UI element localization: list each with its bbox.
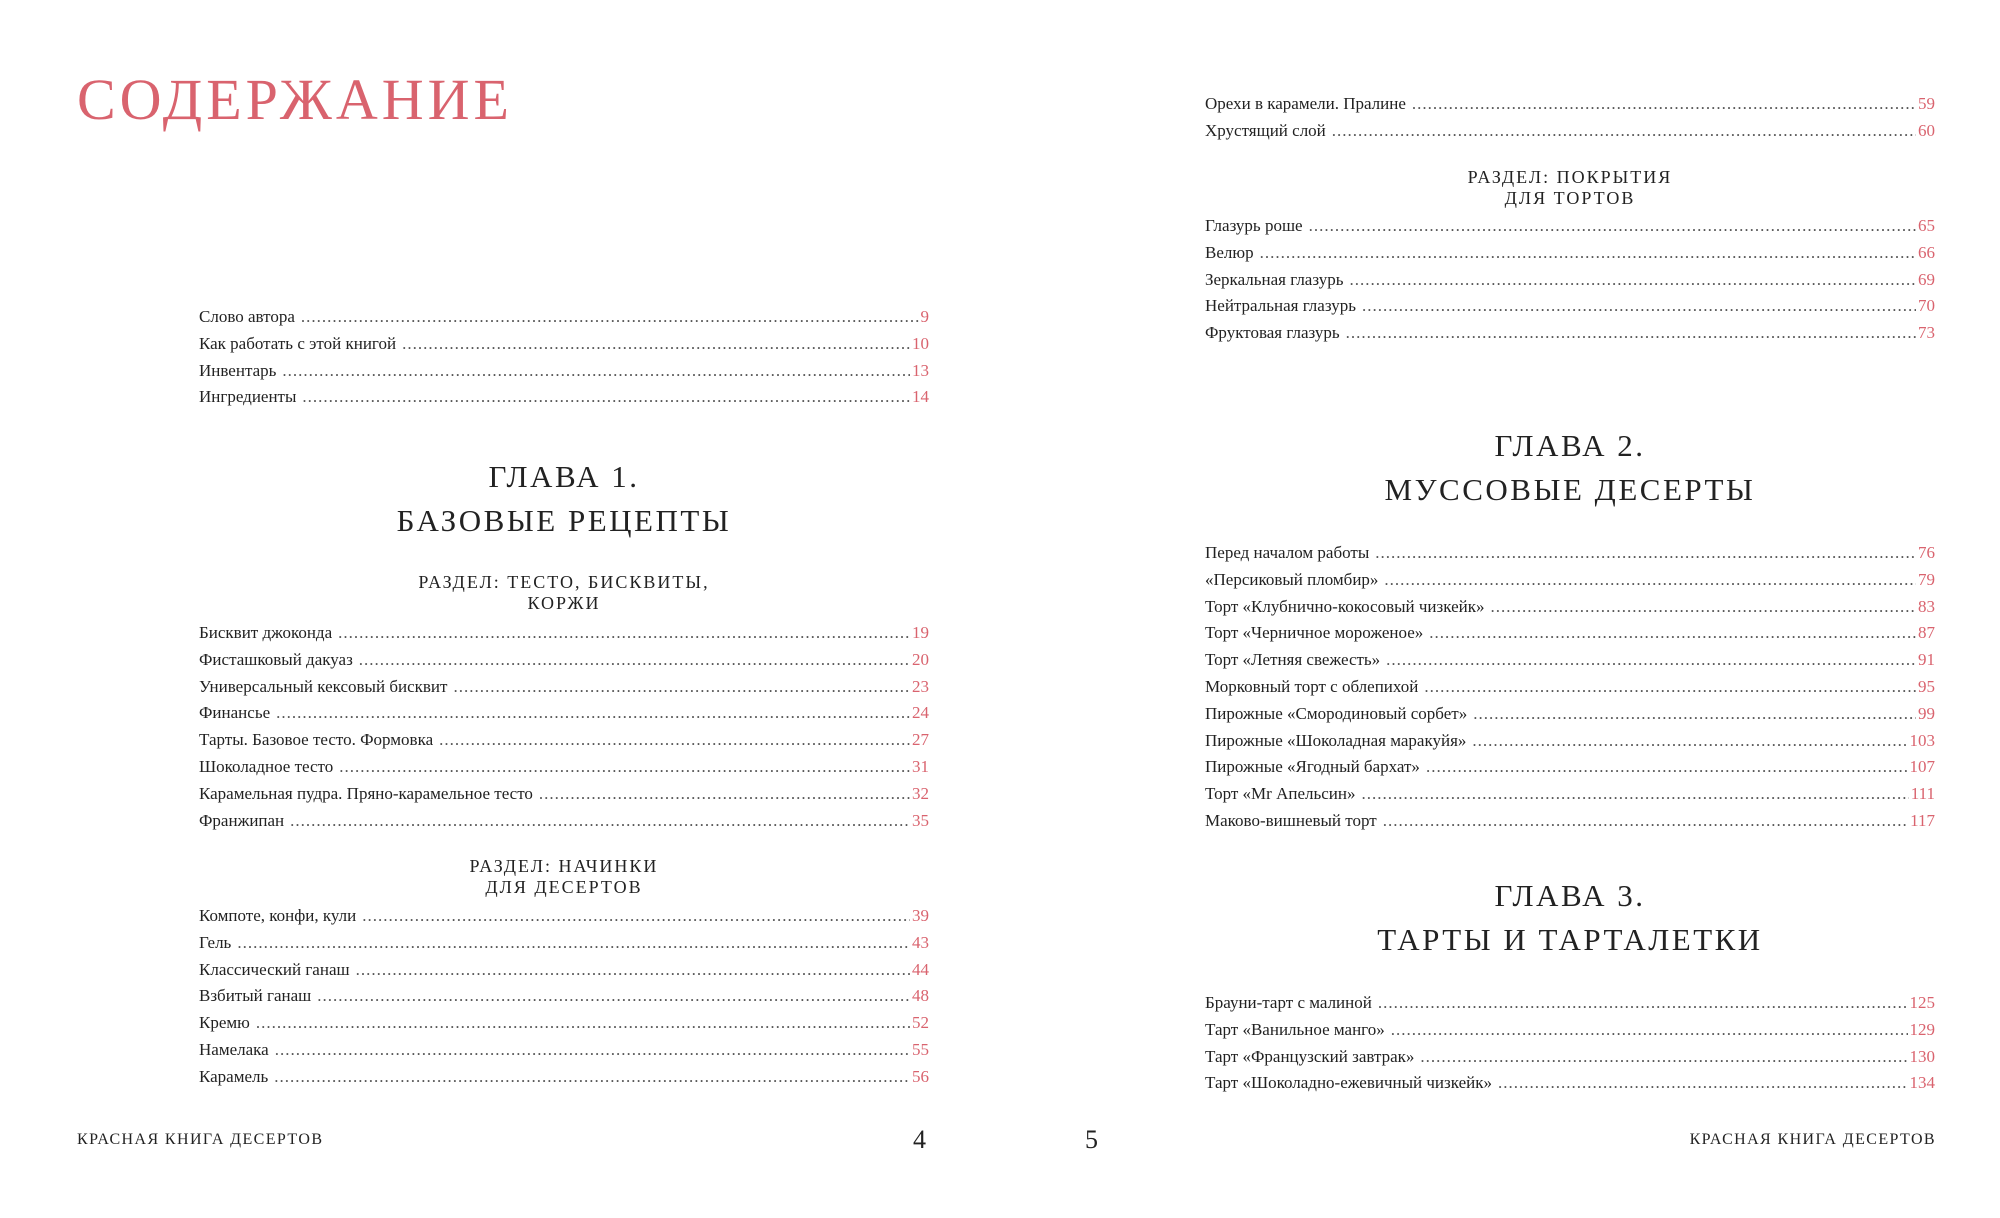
section-fillings-line1: РАЗДЕЛ: НАЧИНКИ xyxy=(469,856,659,876)
toc-page-number: 35 xyxy=(912,810,929,830)
toc-page-number: 103 xyxy=(1909,730,1935,750)
toc-page-number: 134 xyxy=(1909,1073,1935,1093)
toc-leader-dots xyxy=(356,957,910,984)
toc-entry[interactable] xyxy=(199,983,929,1010)
toc-page-number: 31 xyxy=(912,756,929,776)
toc-leader-dots xyxy=(339,754,910,781)
toc-entry-label: Тарт «Французский завтрак» xyxy=(1205,1046,1415,1066)
toc-leader-dots xyxy=(282,358,910,385)
toc-entry-label: Перед началом работы xyxy=(1205,543,1370,562)
toc-leader-dots xyxy=(237,930,910,957)
toc-entry-label: Маково-вишневый торт xyxy=(1205,810,1377,830)
section-dough-line1: РАЗДЕЛ: ТЕСТО, БИСКВИТЫ, xyxy=(418,572,710,592)
toc-entry[interactable] xyxy=(1205,1017,1935,1044)
toc-entry[interactable] xyxy=(1205,267,1935,294)
toc-page-number: 59 xyxy=(1918,94,1935,113)
toc-leader-dots xyxy=(362,903,910,930)
section-dough-heading xyxy=(199,572,929,614)
page-number-left: 4 xyxy=(913,1125,926,1154)
toc-entry-label: Фисташковый дакуаз xyxy=(199,649,353,669)
toc-entry-label: Брауни-тарт с малиной xyxy=(1205,993,1372,1012)
toc-entry[interactable] xyxy=(1205,990,1935,1017)
toc-leader-dots xyxy=(1490,594,1916,621)
toc-leader-dots xyxy=(1420,1044,1907,1071)
chapter-3-heading xyxy=(1205,874,1935,962)
toc-leader-dots xyxy=(317,983,910,1010)
toc-entry[interactable] xyxy=(1205,213,1935,240)
toc-page-number: 48 xyxy=(912,986,929,1006)
toc-leader-dots xyxy=(1412,91,1916,118)
toc-chapter-3-list xyxy=(1205,990,1935,1097)
toc-page-number: 76 xyxy=(1918,543,1935,562)
toc-leader-dots xyxy=(1424,674,1916,701)
toc-top-list xyxy=(1205,91,1935,145)
toc-leader-dots xyxy=(1384,567,1916,594)
toc-entry-label: Пирожные «Ягодный бархат» xyxy=(1205,757,1420,777)
toc-entry[interactable] xyxy=(1205,781,1935,808)
toc-entry-label: Универсальный кексовый бисквит xyxy=(199,676,448,696)
toc-entry[interactable] xyxy=(1205,728,1935,755)
contents-title: СОДЕРЖАНИЕ xyxy=(77,67,513,132)
toc-entry[interactable] xyxy=(199,727,929,754)
toc-leader-dots xyxy=(274,1064,910,1091)
toc-page-number: 99 xyxy=(1918,703,1935,723)
toc-coatings-list xyxy=(1205,213,1935,347)
toc-entry-label: Ингредиенты xyxy=(199,387,297,407)
toc-entry[interactable] xyxy=(1205,240,1935,267)
toc-entry[interactable] xyxy=(199,700,929,727)
toc-page-number: 130 xyxy=(1909,1046,1935,1066)
toc-entry[interactable] xyxy=(199,1064,929,1091)
toc-entry-label: «Персиковый пломбир» xyxy=(1205,569,1379,589)
toc-entry[interactable] xyxy=(1205,1070,1935,1097)
toc-entry[interactable] xyxy=(199,304,929,331)
chapter-2-title: МУССОВЫЕ ДЕСЕРТЫ xyxy=(1384,472,1756,507)
toc-page-number: 39 xyxy=(912,906,929,925)
toc-entry-label: Карамельная пудра. Пряно-карамельное тесто xyxy=(199,783,533,803)
toc-entry[interactable] xyxy=(1205,647,1935,674)
toc-entry[interactable] xyxy=(1205,567,1935,594)
toc-leader-dots xyxy=(1362,293,1916,320)
toc-leader-dots xyxy=(1498,1070,1908,1097)
toc-leader-dots xyxy=(359,647,910,674)
toc-entry-label: Шоколадное тесто xyxy=(199,756,334,776)
toc-entry-label: Морковный торт с облепихой xyxy=(1205,676,1419,696)
toc-entry-label: Тарты. Базовое тесто. Формовка xyxy=(199,730,434,750)
toc-entry-label: Тарт «Ванильное манго» xyxy=(1205,1019,1385,1039)
section-coatings-line1: РАЗДЕЛ: ПОКРЫТИЯ xyxy=(1467,167,1673,187)
toc-page-number: 23 xyxy=(912,676,929,696)
section-coatings-heading xyxy=(1205,167,1935,209)
toc-dough-list xyxy=(199,620,929,834)
toc-entry-label: Торт «Mr Апельсин» xyxy=(1205,784,1356,804)
toc-leader-dots xyxy=(1429,620,1916,647)
toc-chapter-2-list xyxy=(1205,540,1935,835)
toc-intro-list xyxy=(199,304,929,411)
toc-page-number: 95 xyxy=(1918,676,1935,696)
toc-entry[interactable] xyxy=(1205,701,1935,728)
toc-entry[interactable] xyxy=(199,331,929,358)
toc-entry-label: Фруктовая глазурь xyxy=(1205,323,1340,343)
toc-entry-label: Торт «Клубнично-кокосовый чизкейк» xyxy=(1205,596,1485,616)
toc-entry-label: Слово автора xyxy=(199,307,295,326)
toc-page-number: 56 xyxy=(912,1066,929,1086)
toc-entry[interactable] xyxy=(1205,540,1935,567)
toc-entry-label: Бисквит джоконда xyxy=(199,623,333,642)
toc-page-number: 32 xyxy=(912,783,929,803)
toc-entry[interactable] xyxy=(199,808,929,835)
toc-entry-label: Компоте, конфи, кули xyxy=(199,906,357,925)
toc-page-number: 83 xyxy=(1918,596,1935,616)
toc-leader-dots xyxy=(1386,647,1916,674)
toc-entry[interactable] xyxy=(199,674,929,701)
toc-leader-dots xyxy=(439,727,910,754)
chapter-1-number: ГЛАВА 1. xyxy=(488,459,640,494)
chapter-3-number: ГЛАВА 3. xyxy=(1494,878,1646,913)
toc-leader-dots xyxy=(290,808,910,835)
toc-page-number: 65 xyxy=(1918,216,1935,235)
toc-entry-label: Нейтральная глазурь xyxy=(1205,296,1356,316)
toc-entry-label: Финансье xyxy=(199,703,271,723)
toc-entry[interactable] xyxy=(199,647,929,674)
toc-entry[interactable] xyxy=(1205,594,1935,621)
toc-leader-dots xyxy=(1260,240,1916,267)
toc-page-number: 69 xyxy=(1918,269,1935,289)
section-fillings-line2: ДЛЯ ДЕСЕРТОВ xyxy=(485,877,643,897)
section-coatings-line2: ДЛЯ ТОРТОВ xyxy=(1504,188,1636,208)
toc-entry[interactable] xyxy=(199,384,929,411)
section-fillings-heading xyxy=(199,856,929,898)
toc-entry[interactable] xyxy=(199,930,929,957)
toc-entry-label: Велюр xyxy=(1205,242,1254,262)
toc-entry[interactable] xyxy=(1205,620,1935,647)
toc-entry[interactable] xyxy=(1205,674,1935,701)
toc-entry-label: Кремю xyxy=(199,1013,250,1033)
toc-page-number: 9 xyxy=(920,307,929,326)
toc-leader-dots xyxy=(256,1010,910,1037)
toc-entry[interactable] xyxy=(199,957,929,984)
toc-page-number: 91 xyxy=(1918,650,1935,670)
toc-entry-label: Хрустящий слой xyxy=(1205,120,1326,140)
toc-leader-dots xyxy=(539,781,910,808)
toc-leader-dots xyxy=(1375,540,1916,567)
toc-leader-dots xyxy=(402,331,910,358)
toc-entry[interactable] xyxy=(199,781,929,808)
toc-entry-label: Пирожные «Шоколадная маракуйя» xyxy=(1205,730,1467,750)
toc-entry[interactable] xyxy=(1205,293,1935,320)
toc-leader-dots xyxy=(338,620,910,647)
toc-entry[interactable] xyxy=(1205,91,1935,118)
toc-entry[interactable] xyxy=(199,1037,929,1064)
toc-page-number: 111 xyxy=(1910,784,1935,804)
toc-leader-dots xyxy=(301,304,919,331)
toc-page-number: 107 xyxy=(1909,757,1935,777)
toc-leader-dots xyxy=(453,674,910,701)
toc-entry-label: Карамель xyxy=(199,1066,269,1086)
toc-entry[interactable] xyxy=(1205,1044,1935,1071)
toc-page-number: 27 xyxy=(912,730,929,750)
toc-leader-dots xyxy=(1346,320,1916,347)
toc-page-number: 13 xyxy=(912,360,929,380)
toc-entry-label: Орехи в карамели. Пралине xyxy=(1205,94,1406,113)
toc-leader-dots xyxy=(1383,808,1908,835)
toc-entry-label: Пирожные «Смородиновый сорбет» xyxy=(1205,703,1468,723)
toc-entry[interactable] xyxy=(199,754,929,781)
toc-entry-label: Зеркальная глазурь xyxy=(1205,269,1344,289)
toc-leader-dots xyxy=(1378,990,1908,1017)
toc-page-number: 117 xyxy=(1910,810,1935,830)
toc-entry[interactable] xyxy=(1205,808,1935,835)
toc-entry-label: Инвентарь xyxy=(199,360,277,380)
toc-page-number: 24 xyxy=(912,703,929,723)
toc-entry-label: Как работать с этой книгой xyxy=(199,333,397,353)
toc-entry-label: Намелака xyxy=(199,1039,269,1059)
toc-entry-label: Гель xyxy=(199,932,232,952)
toc-page-number: 44 xyxy=(912,959,929,979)
toc-page-number: 43 xyxy=(912,932,929,952)
chapter-2-heading xyxy=(1205,424,1935,512)
toc-leader-dots xyxy=(302,384,910,411)
toc-leader-dots xyxy=(1349,267,1916,294)
toc-leader-dots xyxy=(1309,213,1916,240)
toc-page-number: 60 xyxy=(1918,120,1935,140)
footer-book-title-right: КРАСНАЯ КНИГА ДЕСЕРТОВ xyxy=(1689,1131,1936,1148)
toc-page-number: 55 xyxy=(912,1039,929,1059)
toc-leader-dots xyxy=(1426,754,1908,781)
toc-leader-dots xyxy=(275,1037,910,1064)
toc-page-number: 14 xyxy=(912,387,929,407)
chapter-1-heading xyxy=(199,455,929,543)
toc-leader-dots xyxy=(1391,1017,1908,1044)
toc-leader-dots xyxy=(1362,781,1909,808)
toc-leader-dots xyxy=(276,700,910,727)
toc-entry[interactable] xyxy=(1205,754,1935,781)
toc-entry[interactable] xyxy=(1205,320,1935,347)
toc-page-number: 70 xyxy=(1918,296,1935,316)
toc-leader-dots xyxy=(1472,728,1907,755)
toc-page-number: 125 xyxy=(1909,993,1935,1012)
toc-entry[interactable] xyxy=(199,620,929,647)
toc-entry[interactable] xyxy=(199,358,929,385)
toc-page-number: 52 xyxy=(912,1013,929,1033)
toc-entry-label: Взбитый ганаш xyxy=(199,986,312,1006)
toc-page-number: 129 xyxy=(1909,1019,1935,1039)
toc-page-number: 79 xyxy=(1918,569,1935,589)
toc-entry-label: Торт «Черничное мороженое» xyxy=(1205,623,1424,643)
toc-page-number: 10 xyxy=(912,333,929,353)
right-page xyxy=(1000,0,2000,1218)
toc-page-number: 73 xyxy=(1918,323,1935,343)
toc-fillings-list xyxy=(199,903,929,1091)
footer-book-title: КРАСНАЯ КНИГА ДЕСЕРТОВ xyxy=(77,1131,324,1148)
toc-entry[interactable] xyxy=(199,1010,929,1037)
toc-entry-label: Глазурь роше xyxy=(1205,216,1303,235)
toc-entry[interactable] xyxy=(1205,118,1935,145)
toc-leader-dots xyxy=(1332,118,1916,145)
toc-entry-label: Торт «Летняя свежесть» xyxy=(1205,650,1381,670)
toc-entry-label: Классический ганаш xyxy=(199,959,350,979)
toc-page-number: 20 xyxy=(912,649,929,669)
chapter-3-title: ТАРТЫ И ТАРТАЛЕТКИ xyxy=(1377,922,1763,957)
page-number-right: 5 xyxy=(1085,1125,1098,1154)
toc-page-number: 87 xyxy=(1918,623,1935,643)
chapter-2-number: ГЛАВА 2. xyxy=(1494,428,1646,463)
toc-page-number: 66 xyxy=(1918,242,1935,262)
toc-entry[interactable] xyxy=(199,903,929,930)
toc-leader-dots xyxy=(1473,701,1916,728)
chapter-1-title: БАЗОВЫЕ РЕЦЕПТЫ xyxy=(396,503,732,538)
toc-entry-label: Франжипан xyxy=(199,810,285,830)
toc-entry-label: Тарт «Шоколадно-ежевичный чизкейк» xyxy=(1205,1073,1492,1093)
toc-page-number: 19 xyxy=(912,623,929,642)
section-dough-line2: КОРЖИ xyxy=(527,593,601,613)
